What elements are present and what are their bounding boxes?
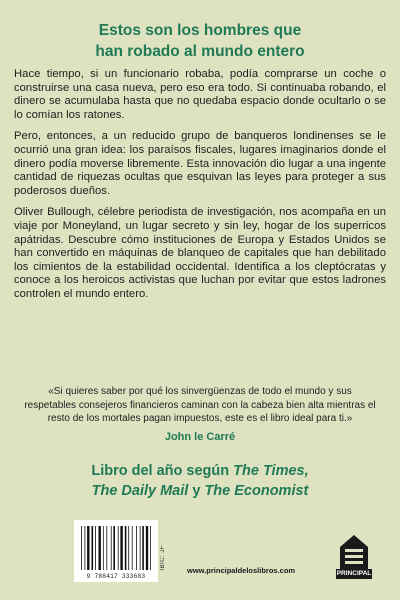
blurb-paragraph-1: Hace tiempo, si un funcionario robaba, podía comprarse un coche o construirse una casa nueva, pero eso era todo. Si continuaba robando, el dinero se acumulaba hasta que no quedaba espacio donde ocultarlo o se lo comían los ratones. [14,68,386,121]
isbn-digits: 9 788417 333683 [86,573,146,580]
headline-line-1: Estos son los hombres que [98,22,302,39]
blurb-body [14,68,386,310]
award-statement [0,461,400,501]
award-connector: y [188,483,205,499]
publisher-logo-icon [336,533,372,569]
blurb-paragraph-2: Pero, entonces, a un reducido grupo de banqueros londinenses se le ocurrió una gran idea: los paraísos fiscales, lugares imaginarios donde el dinero podía moverse libremente. Esta innovación dio lugar a una ingente cantidad de riquezas ocultas que esquivan las leyes para proteger a sus poderosos dueños. [14,130,386,197]
publisher-name: PRINCIPAL [336,570,372,577]
quote-text: «Si quieres saber por qué los sinvergüenzas de todo el mundo y sus respetables consejeros financieros caminan con la cabeza bien alta mientras el resto de los mortales pagan impuestos, este es el libro ideal para ti.» [24,386,376,424]
back-cover-headline [0,20,400,62]
award-times: The Times, [233,463,309,479]
award-daily-mail: The Daily Mail [91,483,189,499]
endorsement-quote [22,385,378,444]
award-economist: The Economist [204,483,309,499]
publisher-logo [336,533,372,579]
blurb-paragraph-3: Oliver Bullough, célebre periodista de investigación, nos acompaña en un viaje por Moneyland, un lugar secreto y sin ley, hogar de los superricos apátridas. Descubre cómo instituciones de Europa y Estados Unidos se han convertido en máquinas de blanqueo de capitales que han debilitado los cimientos de la estabilidad occidental. Identifica a los cleptócratas y conoce a los heroicos activistas que luchan por evitar que estos ladrones controlen el mundo entero. [14,206,386,300]
isbn-barcode [74,520,158,582]
barcode-bars-icon [80,526,152,570]
award-prefix: Libro del año según [91,463,234,479]
ibic-code: IBIC: JF [160,545,166,571]
headline-line-2: han robado al mundo entero [95,43,305,60]
publisher-website[interactable]: www.principaldeloslibros.com [187,566,296,575]
quote-author: John le Carré [164,430,236,443]
